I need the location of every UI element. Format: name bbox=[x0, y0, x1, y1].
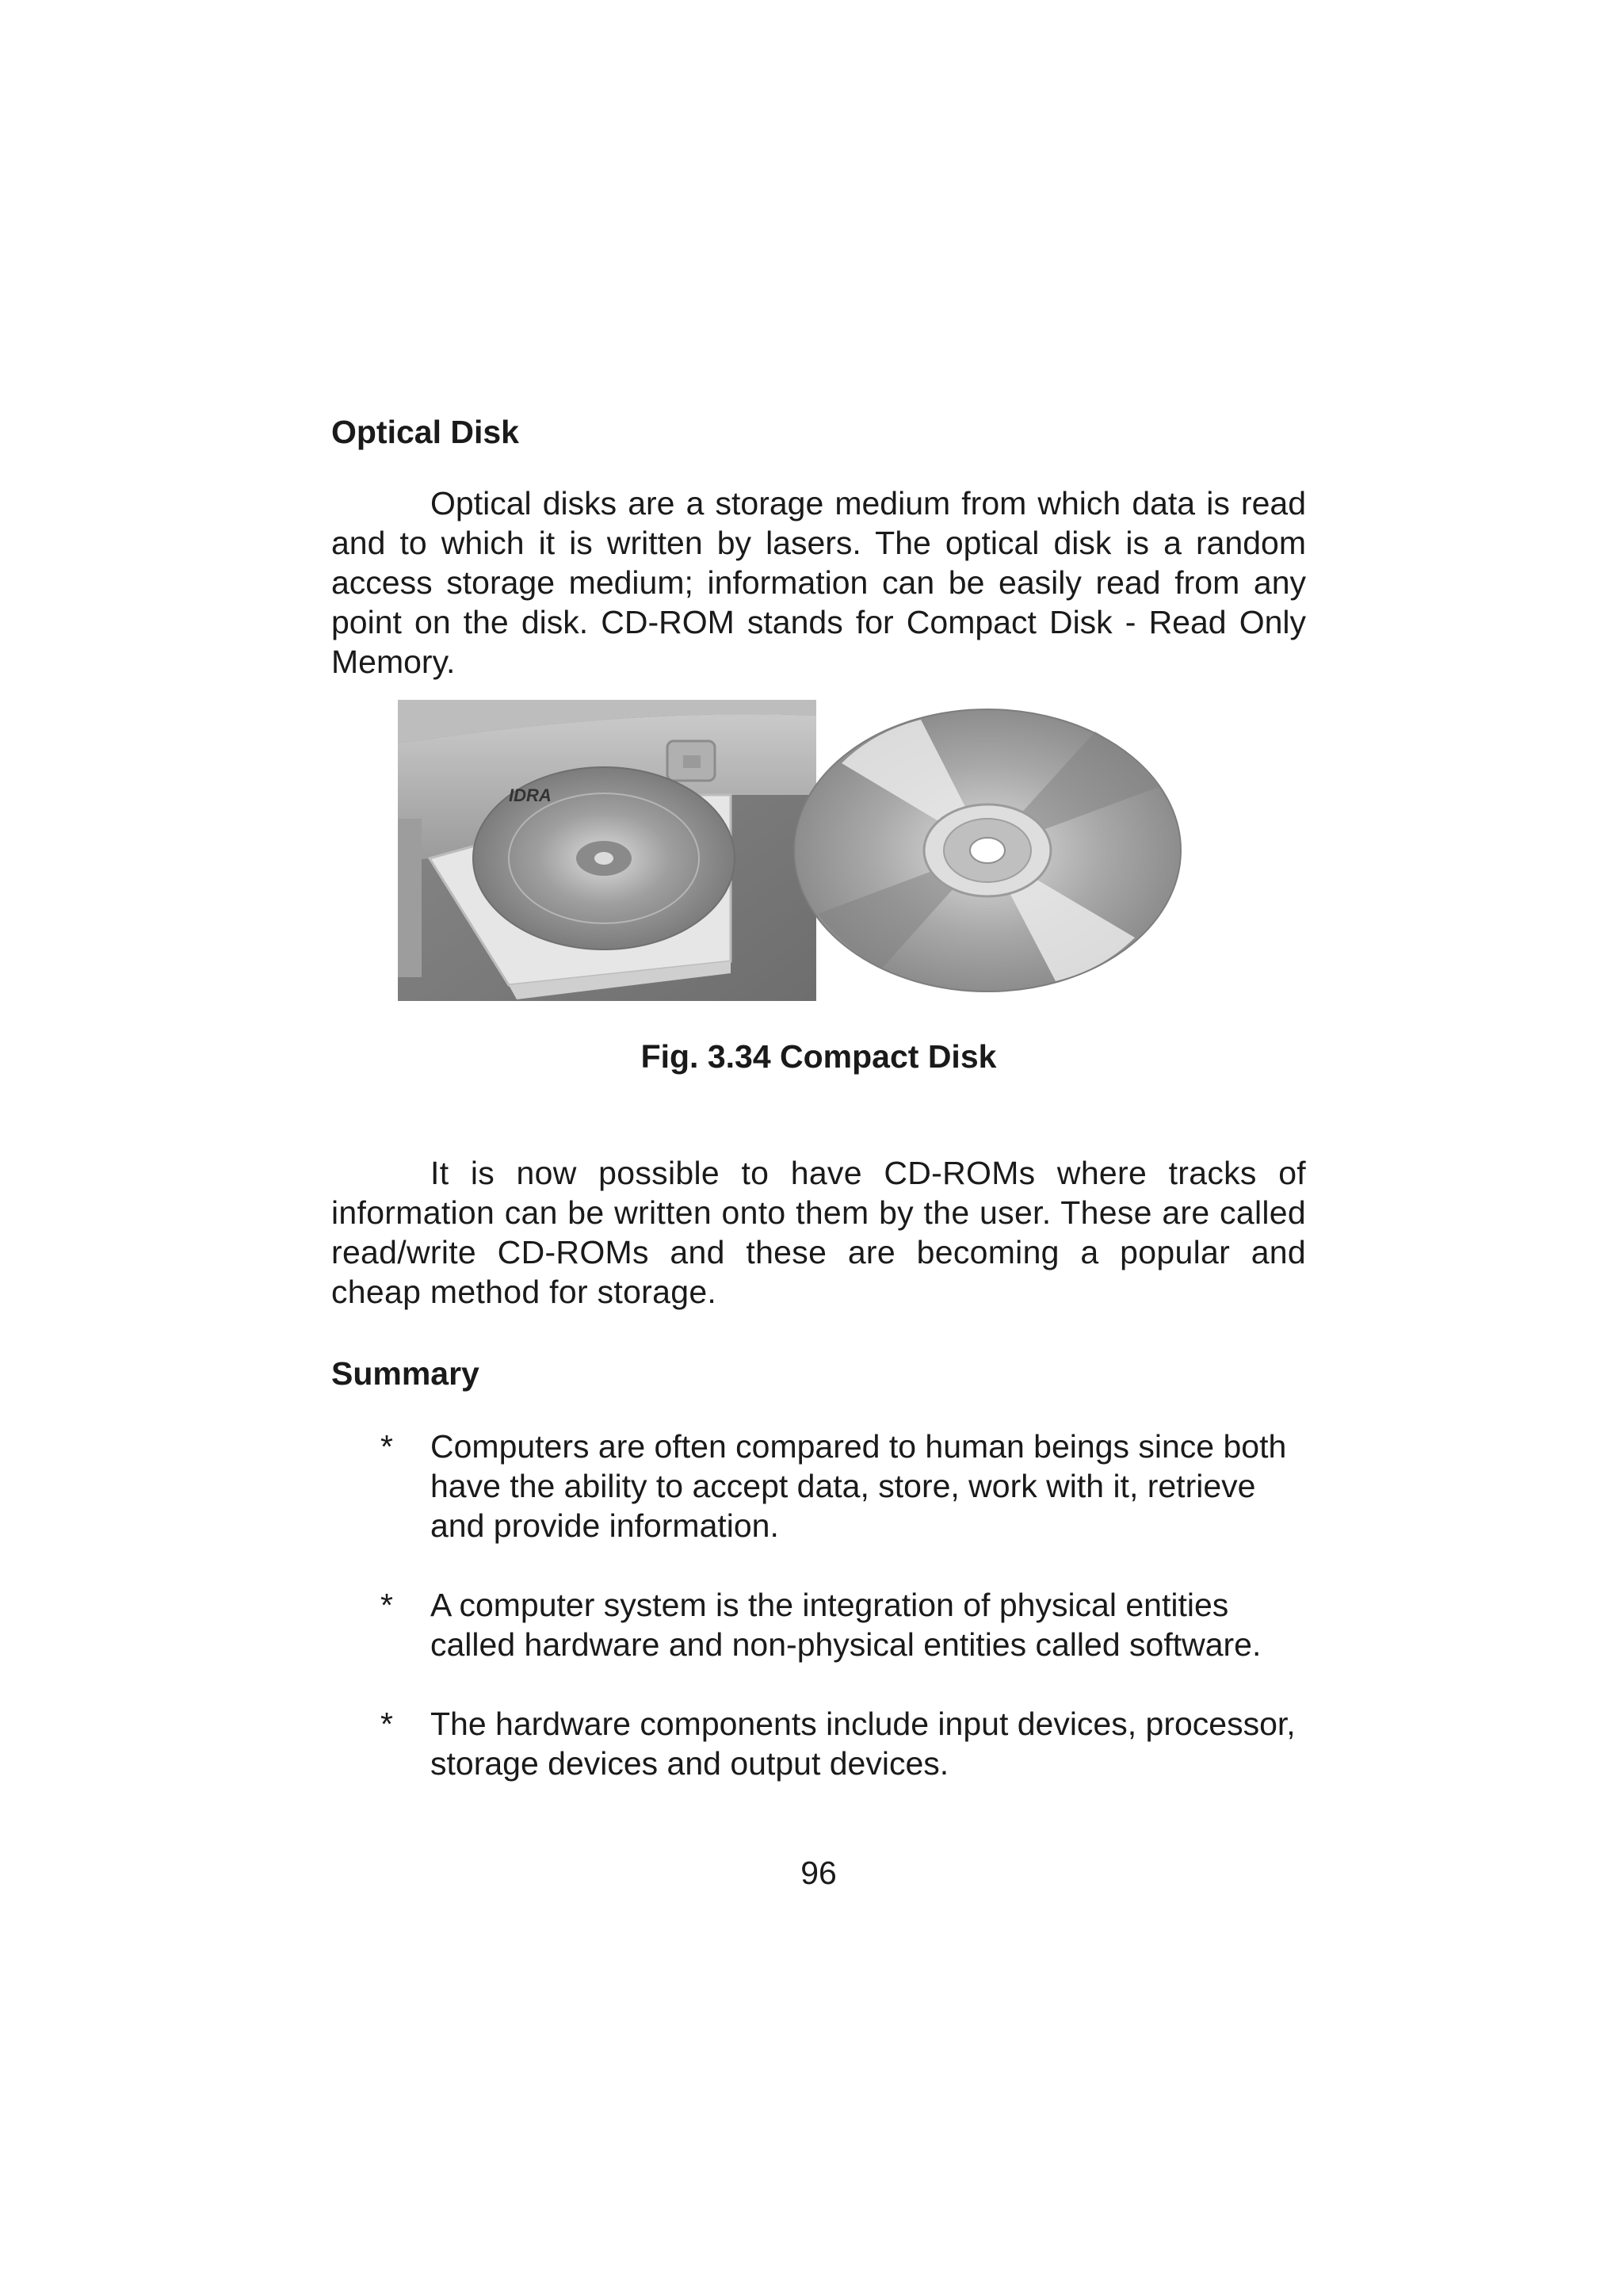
summary-item bbox=[331, 1427, 1306, 1545]
bullet-asterisk: * bbox=[380, 1587, 393, 1623]
read-write-paragraph: It is now possible to have CD-ROMs where tracks of information can be written onto them by the user. These are called read/write CD-ROMs and these are becoming a popular and cheap method for storage. bbox=[331, 1155, 1306, 1310]
section-heading-optical-disk: Optical Disk bbox=[331, 414, 519, 450]
bullet-asterisk: * bbox=[380, 1428, 393, 1465]
bullet-asterisk: * bbox=[380, 1706, 393, 1742]
summary-item bbox=[331, 1585, 1306, 1664]
disc-label-text: IDRA bbox=[509, 785, 552, 805]
summary-list bbox=[331, 1427, 1306, 1823]
cd-drive-photo bbox=[398, 700, 816, 1001]
compact-disk-photo bbox=[794, 709, 1181, 991]
section-heading-summary: Summary bbox=[331, 1355, 479, 1392]
optical-disk-paragraph: Optical disks are a storage medium from which data is read and to which it is written by lasers. The optical disk is a random access storage medium; information can be easily read from any point on the disk. CD-ROM stands for Compact Disk - Read Only Memory. bbox=[331, 485, 1306, 680]
compact-disk-illustration bbox=[398, 700, 1190, 1001]
summary-item-text: Computers are often compared to human beings since both have the ability to accept data, store, work with it, retrieve and provide information. bbox=[430, 1428, 1287, 1544]
summary-item bbox=[331, 1704, 1306, 1783]
page-number: 96 bbox=[800, 1855, 837, 1891]
summary-item-text: The hardware components include input devices, processor, storage devices and output devices. bbox=[430, 1706, 1296, 1782]
compact-disk-figure bbox=[398, 700, 1190, 1001]
figure-caption: Fig. 3.34 Compact Disk bbox=[640, 1038, 997, 1075]
summary-item-text: A computer system is the integration of physical entities called hardware and non-physical entities called software. bbox=[430, 1587, 1262, 1663]
